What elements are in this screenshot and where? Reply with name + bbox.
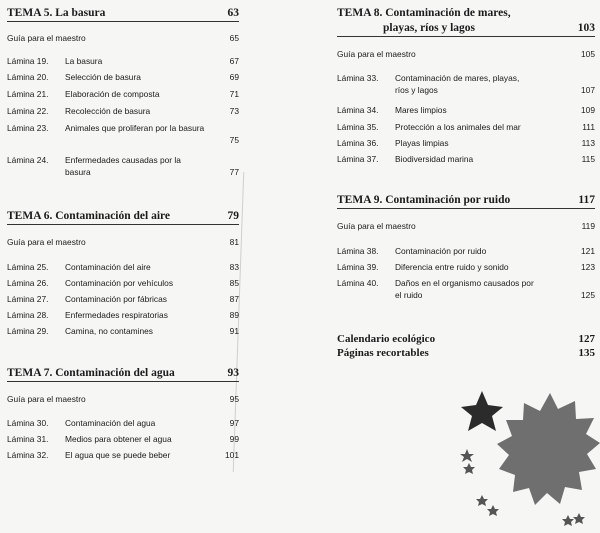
row-page: 111 (582, 122, 595, 132)
row-page: 125 (581, 290, 595, 300)
toc-row[interactable] (337, 153, 595, 165)
row-text: Elaboración de composta (65, 89, 160, 99)
theme-6-title: TEMA 6. Contaminación del aire (7, 210, 171, 222)
row-text: Contaminación del aire (65, 262, 151, 272)
row-page: 119 (581, 221, 595, 231)
row-label: Lámina 36. (337, 138, 379, 148)
small-star-icon (476, 495, 488, 506)
row-label: Lámina 38. (337, 246, 379, 256)
gray-burst-shape (497, 393, 600, 505)
toc-row[interactable] (7, 71, 239, 83)
small-star-icon (463, 463, 475, 474)
row-text: Biodiversidad marina (395, 154, 474, 164)
row-page: 71 (229, 89, 239, 99)
row-page: 85 (229, 278, 239, 288)
row-label: Lámina 40. (337, 278, 379, 288)
toc-row[interactable] (337, 261, 595, 273)
small-star-icon (562, 515, 574, 526)
row-text: Contaminación por fábricas (65, 294, 167, 304)
theme-9-heading[interactable] (337, 193, 595, 209)
row-text: Camina, no contamines (65, 326, 153, 336)
toc-row[interactable] (7, 236, 239, 248)
theme-8-heading[interactable] (337, 6, 595, 37)
row-page: 109 (581, 105, 595, 115)
row-text: Selección de basura (65, 72, 141, 82)
row-page: 69 (229, 72, 239, 82)
toc-row[interactable] (7, 277, 239, 289)
row-page: 87 (229, 294, 239, 304)
row-label: Guía para el maestro (337, 221, 416, 231)
toc-row[interactable] (337, 220, 595, 232)
row-label: Lámina 37. (337, 154, 379, 164)
theme-7-title: TEMA 7. Contaminación del agua (7, 367, 175, 379)
toc-row[interactable] (7, 154, 239, 178)
calendario-entry[interactable] (337, 333, 595, 346)
row-label: Lámina 32. (7, 450, 49, 460)
dark-star-icon (461, 391, 503, 431)
row-label: Guía para el maestro (7, 394, 86, 404)
theme-5-title: TEMA 5. La basura (7, 7, 106, 19)
toc-row[interactable] (7, 122, 239, 145)
row-text: Contaminación por vehículos (65, 278, 174, 288)
row-page: 123 (581, 262, 595, 272)
toc-row[interactable] (337, 121, 595, 133)
row-page: 101 (225, 450, 239, 460)
toc-row[interactable] (7, 88, 239, 100)
row-label: Guía para el maestro (337, 49, 416, 59)
row-text: Enfermedades causadas por la basura (65, 155, 181, 177)
row-text: Animales que proliferan por la basura (65, 123, 205, 133)
toc-row[interactable] (7, 261, 239, 273)
row-label: Lámina 19. (7, 56, 49, 66)
row-text: Mares limpios (395, 105, 447, 115)
toc-row[interactable] (7, 393, 239, 405)
row-label: Lámina 26. (7, 278, 49, 288)
row-label: Lámina 31. (7, 434, 49, 444)
row-page: 97 (229, 418, 239, 428)
row-page: 95 (229, 394, 239, 404)
toc-row[interactable] (7, 105, 239, 117)
row-page: 65 (229, 33, 239, 43)
row-page: 83 (229, 262, 239, 272)
row-page: 81 (229, 237, 239, 247)
theme-5-page: 63 (227, 7, 239, 19)
toc-row[interactable] (337, 245, 595, 257)
row-page: 91 (229, 326, 239, 336)
row-label: Lámina 33. (337, 73, 379, 83)
theme-8-title-line1: TEMA 8. Contaminación de mares, (337, 7, 511, 19)
recortables-entry[interactable] (337, 347, 595, 360)
row-text: Medios para obtener el agua (65, 434, 172, 444)
row-text: Contaminación por ruido (395, 246, 487, 256)
row-label: Lámina 30. (7, 418, 49, 428)
row-label: Lámina 25. (7, 262, 49, 272)
row-text: Contaminación del agua (65, 418, 156, 428)
theme-7-page: 93 (227, 367, 239, 379)
row-label: Lámina 22. (7, 106, 49, 116)
row-label: Lámina 24. (7, 155, 49, 165)
toc-row[interactable] (7, 433, 239, 445)
final-page: 127 (578, 333, 595, 345)
final-title: Calendario ecológico (337, 333, 436, 345)
toc-row[interactable] (7, 309, 239, 321)
row-label: Lámina 35. (337, 122, 379, 132)
row-label: Guía para el maestro (7, 237, 86, 247)
row-text: La basura (65, 56, 103, 66)
row-page: 113 (581, 138, 595, 148)
row-page: 99 (229, 434, 239, 444)
final-page: 135 (578, 347, 595, 359)
theme-8-title-line2: playas, ríos y lagos (383, 22, 476, 34)
row-text: Enfermedades respiratorias (65, 310, 168, 320)
row-text: Daños en el organismo causados por el ruido (395, 278, 534, 300)
row-label: Lámina 34. (337, 105, 379, 115)
row-label: Lámina 20. (7, 72, 49, 82)
toc-row[interactable] (7, 417, 239, 429)
row-page: 67 (229, 56, 239, 66)
final-title: Páginas recortables (337, 347, 429, 359)
toc-row[interactable] (7, 325, 239, 337)
toc-row[interactable] (337, 137, 595, 149)
theme-8-page: 103 (577, 22, 595, 34)
row-label: Lámina 28. (7, 310, 49, 320)
theme-9-page: 117 (578, 194, 595, 206)
toc-row[interactable] (7, 55, 239, 67)
toc-row[interactable] (337, 72, 595, 96)
toc-row[interactable] (337, 277, 595, 301)
small-star-icon (487, 505, 499, 516)
row-page: 89 (229, 310, 239, 320)
row-label: Lámina 29. (7, 326, 49, 336)
toc-row[interactable] (7, 32, 239, 44)
small-star-icon (460, 449, 474, 462)
theme-5-heading[interactable] (7, 6, 239, 22)
row-text: Playas limpias (395, 138, 449, 148)
row-page: 77 (229, 167, 239, 177)
row-page: 75 (229, 135, 239, 145)
row-text: Recolección de basura (65, 106, 151, 116)
toc-row[interactable] (7, 293, 239, 305)
decorative-stars-illustration (455, 383, 600, 533)
row-page: 105 (581, 49, 595, 59)
row-label: Lámina 23. (7, 123, 49, 133)
row-page: 115 (581, 154, 595, 164)
row-text: Diferencia entre ruido y sonido (395, 262, 509, 272)
row-text: Contaminación de mares, playas, ríos y lagos (395, 73, 520, 95)
row-text: El agua que se puede beber (65, 450, 171, 460)
theme-9-title: TEMA 9. Contaminación por ruido (337, 194, 511, 206)
small-star-icon (573, 513, 585, 524)
row-page: 107 (581, 85, 595, 95)
toc-row[interactable] (337, 48, 595, 60)
row-label: Lámina 21. (7, 89, 49, 99)
row-text: Protección a los animales del mar (395, 122, 521, 132)
theme-6-heading[interactable] (7, 209, 239, 225)
row-page: 73 (229, 106, 239, 116)
row-label: Lámina 27. (7, 294, 49, 304)
toc-row[interactable] (337, 104, 595, 116)
theme-7-heading[interactable] (7, 366, 239, 382)
toc-row[interactable] (7, 449, 239, 461)
row-label: Guía para el maestro (7, 33, 86, 43)
row-label: Lámina 39. (337, 262, 379, 272)
row-page: 121 (581, 246, 595, 256)
theme-6-page: 79 (227, 210, 239, 222)
